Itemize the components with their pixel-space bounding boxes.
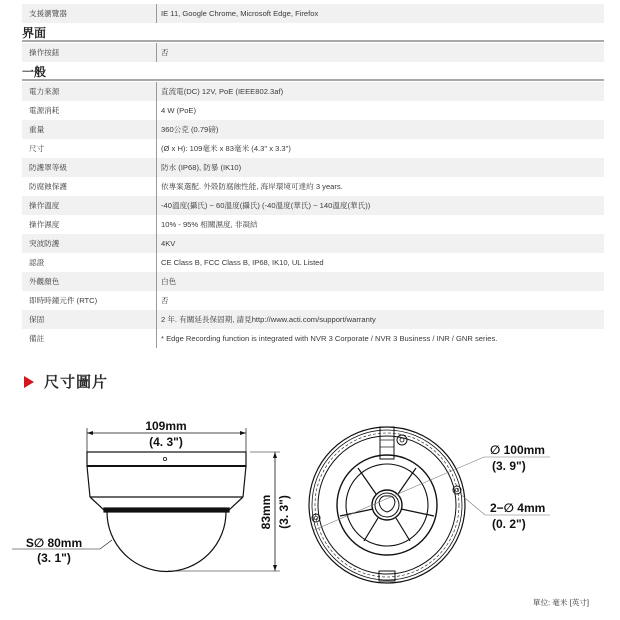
spec-row	[22, 272, 604, 291]
spec-value: 4KV	[156, 234, 604, 253]
spec-value: 2 年. 有關延長保固期, 請見http://www.acti.com/support/warranty	[156, 310, 604, 329]
spec-label: 電源消耗	[29, 106, 60, 115]
spec-label: 支援瀏覽器	[29, 9, 67, 18]
spec-label: 備註	[29, 334, 45, 343]
spec-label: 操作溫度	[29, 201, 60, 210]
spec-row	[22, 196, 604, 215]
spec-value: * Edge Recording function is integrated with NVR 3 Corporate / NVR 3 Business / INR / GNR series.	[156, 329, 604, 348]
section-heading-interface: 界面	[22, 27, 604, 42]
spec-label: 防護罩等級	[29, 163, 67, 172]
spec-row	[22, 82, 604, 101]
spec-value: 直流電(DC) 12V, PoE (IEEE802.3af)	[156, 82, 604, 101]
height-mm-label: 83mm	[259, 494, 273, 530]
spec-label: 操作按鈕	[29, 48, 60, 57]
spec-value: 360公克 (0.79磅)	[156, 120, 604, 139]
section-heading-general: 一般	[22, 66, 604, 81]
spec-row	[22, 101, 604, 120]
spec-value: IE 11, Google Chrome, Microsoft Edge, Firefox	[156, 4, 604, 23]
spec-row	[22, 177, 604, 196]
spec-value: 4 W (PoE)	[156, 101, 604, 120]
spec-row	[22, 139, 604, 158]
spec-value: 防水 (IP68), 防暴 (IK10)	[156, 158, 604, 177]
spec-label: 外觀顏色	[29, 277, 60, 286]
dome-in-label: (3. 1")	[37, 551, 71, 565]
hole-in-label: (0. 2")	[492, 517, 526, 531]
width-in-label: (4. 3")	[149, 435, 183, 449]
spec-label: 電力來源	[29, 87, 60, 96]
dimension-drawing	[0, 400, 620, 600]
spec-value: 否	[156, 43, 604, 62]
bottom-view-labels	[490, 443, 545, 531]
spec-value: (Ø x H): 109毫米 x 83毫米 (4.3" x 3.3")	[156, 139, 604, 158]
unit-note: 單位: 毫米 [英寸]	[532, 598, 589, 607]
diameter-in-label: (3. 9")	[492, 459, 526, 473]
spec-value: 依專案選配. 外殼防腐蝕性能, 海岸環境可達約 3 years.	[156, 177, 604, 196]
width-mm-label: 109mm	[145, 419, 187, 433]
spec-row	[22, 4, 604, 23]
spec-label: 操作濕度	[29, 220, 60, 229]
spec-row	[22, 158, 604, 177]
spec-label: 保固	[29, 315, 45, 324]
spec-table-interface	[22, 43, 604, 62]
spec-table-general	[22, 82, 604, 348]
triangle-bullet-icon	[24, 376, 34, 388]
spec-row	[22, 234, 604, 253]
height-in-label: (3. 3")	[277, 495, 291, 529]
dimensions-title: 尺寸圖片	[44, 374, 109, 391]
spec-label: 重量	[29, 125, 45, 134]
spec-value: 白色	[156, 272, 604, 291]
spec-label: 認證	[29, 258, 45, 267]
spec-row	[22, 215, 604, 234]
spec-value: 10% - 95% 相關濕度, 非凝結	[156, 215, 604, 234]
side-view-labels	[26, 419, 291, 565]
spec-row	[22, 43, 604, 62]
spec-table-browser	[22, 4, 604, 23]
spec-row	[22, 291, 604, 310]
hole-mm-label: 2−∅ 4mm	[490, 501, 546, 515]
spec-label: 即時時鐘元件 (RTC)	[29, 296, 98, 305]
spec-label: 突波防護	[29, 239, 60, 248]
spec-row	[22, 253, 604, 272]
spec-row	[22, 310, 604, 329]
dome-mm-label: S∅ 80mm	[25, 536, 83, 550]
spec-value: -40溫度(攝氏) ~ 60溫度(攝氏) (-40溫度(華氏) ~ 140溫度(華氏))	[156, 196, 604, 215]
spec-value: 否	[156, 291, 604, 310]
dimensions-heading	[24, 371, 108, 392]
spec-row	[22, 329, 604, 348]
spec-label: 防腐蝕保護	[29, 182, 67, 191]
diameter-mm-label: ∅ 100mm	[490, 443, 545, 457]
spec-label: 尺寸	[29, 144, 45, 153]
spec-row	[22, 120, 604, 139]
spec-value: CE Class B, FCC Class B, IP68, IK10, UL Listed	[156, 253, 604, 272]
